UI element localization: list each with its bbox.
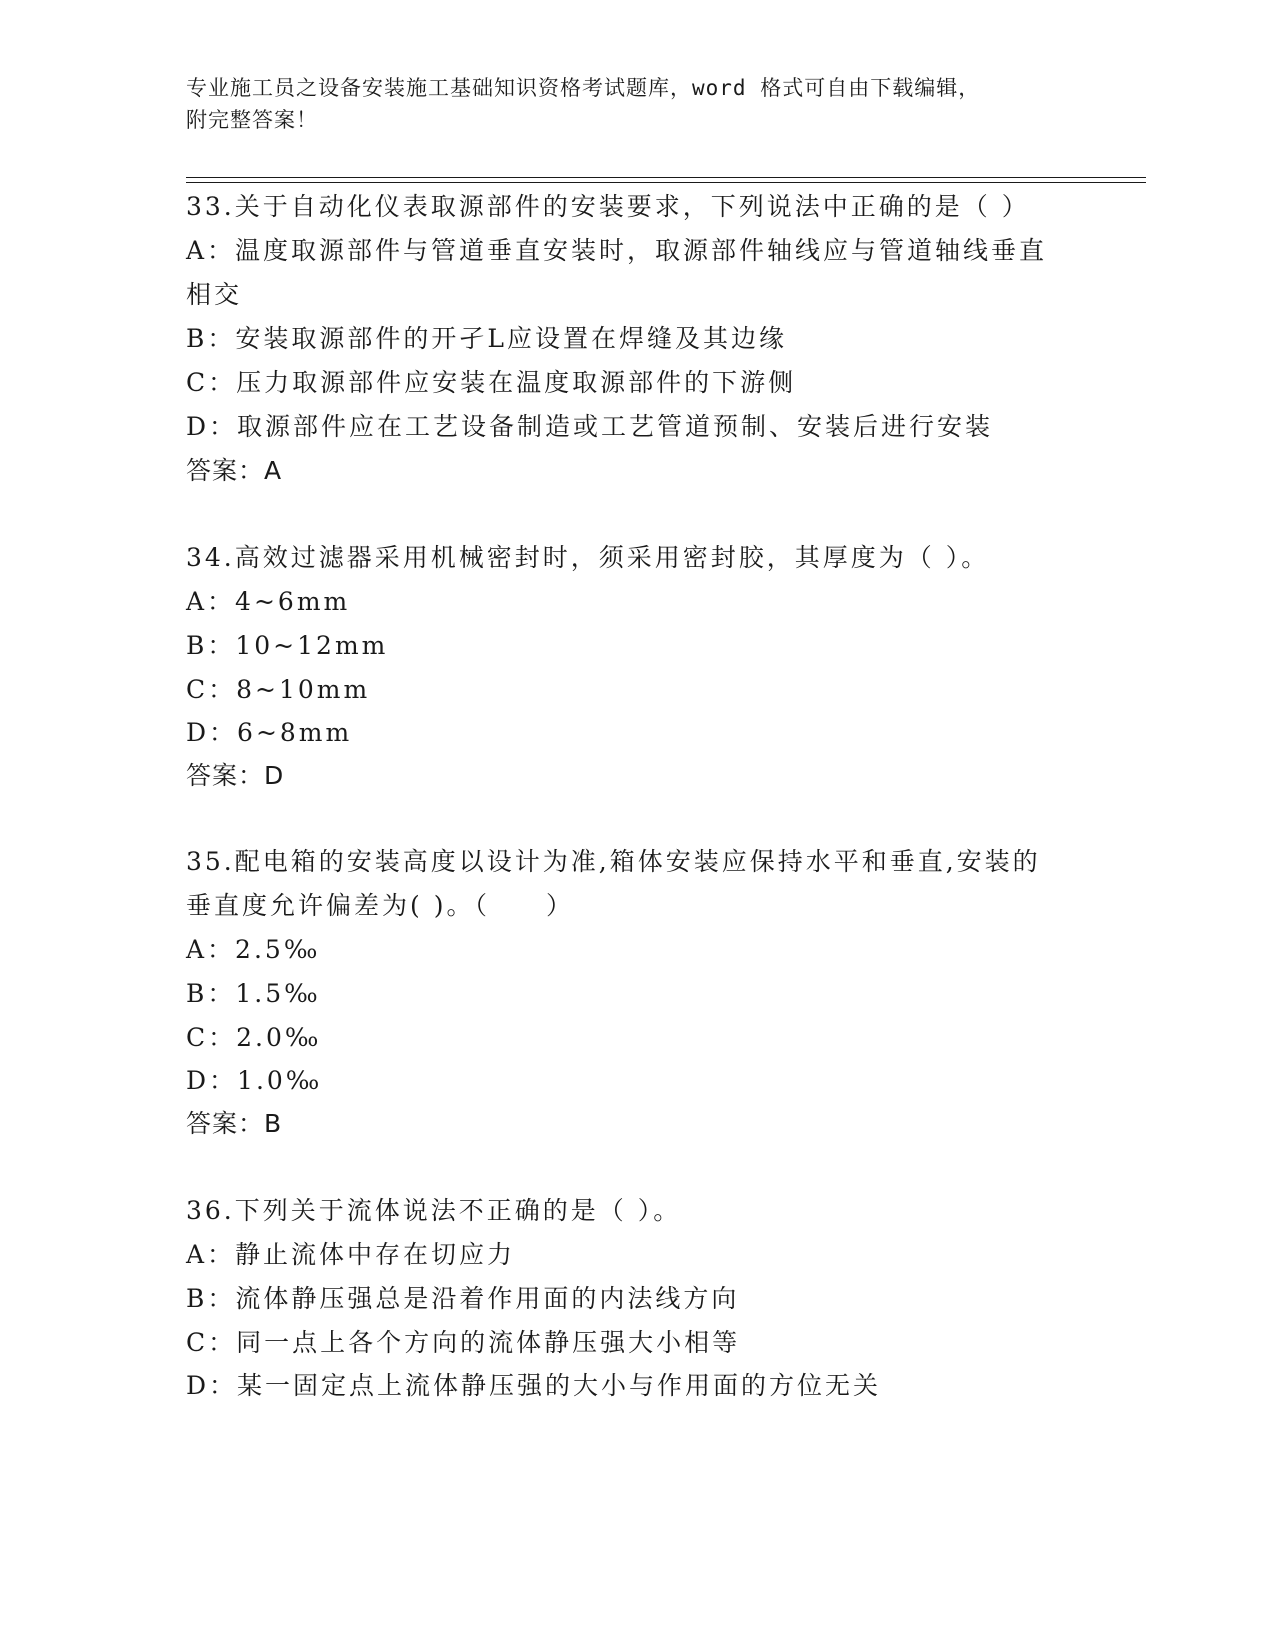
question-36-option-d: D：某一固定点上流体静压强的大小与作用面的方位无关	[186, 1371, 882, 1400]
question-36-stem: 36.下列关于流体说法不正确的是（ ）。	[186, 1196, 682, 1225]
header-line-2: 附完整答案！	[186, 108, 318, 132]
header-divider-bottom	[186, 182, 1146, 183]
question-33-option-a: A：温度取源部件与管道垂直安装时，取源部件轴线应与管道轴线垂直	[186, 236, 1048, 265]
question-34-option-a: A：4~6mm	[186, 587, 351, 616]
question-35-option-d: D：1.0‰	[186, 1066, 323, 1095]
question-33-answer: 答案：A	[186, 456, 283, 485]
question-35-answer: 答案：B	[186, 1109, 283, 1138]
question-33-option-d: D：取源部件应在工艺设备制造或工艺管道预制、安装后进行安装	[186, 412, 994, 441]
question-35-option-c: C：2.0‰	[186, 1023, 322, 1052]
header-divider-top	[186, 177, 1146, 178]
question-34-option-d: D：6~8mm	[186, 718, 353, 747]
question-33-stem: 33.关于自动化仪表取源部件的安装要求，下列说法中正确的是（ ）	[186, 192, 1030, 221]
question-34-option-c: C：8~10mm	[186, 675, 371, 704]
question-34-option-b: B：10~12mm	[186, 631, 389, 660]
question-35-stem: 35.配电箱的安装高度以设计为准,箱体安装应保持水平和垂直,安装的	[186, 847, 1041, 876]
question-34-answer: 答案：D	[186, 761, 285, 790]
header-line-1: 专业施工员之设备安装施工基础知识资格考试题库，word 格式可自由下载编辑，	[186, 76, 981, 100]
question-33-option-c: C：压力取源部件应安装在温度取源部件的下游侧	[186, 368, 797, 397]
question-36-option-b: B：流体静压强总是沿着作用面的内法线方向	[186, 1284, 740, 1313]
question-35-option-b: B：1.5‰	[186, 979, 321, 1008]
question-33-option-a-cont: 相交	[186, 280, 243, 309]
document-header	[186, 72, 1146, 136]
question-33-option-b: B：安装取源部件的开孑L应设置在焊缝及其边缘	[186, 324, 787, 353]
question-35-stem-cont: 垂直度允许偏差为( )。（ ）	[186, 891, 574, 920]
question-35-option-a: A：2.5‰	[186, 935, 321, 964]
question-36-option-c: C：同一点上各个方向的流体静压强大小相等	[186, 1328, 741, 1357]
question-36-option-a: A：静止流体中存在切应力	[186, 1240, 516, 1269]
question-34-stem: 34.高效过滤器采用机械密封时，须采用密封胶，其厚度为（ ）。	[186, 543, 990, 572]
